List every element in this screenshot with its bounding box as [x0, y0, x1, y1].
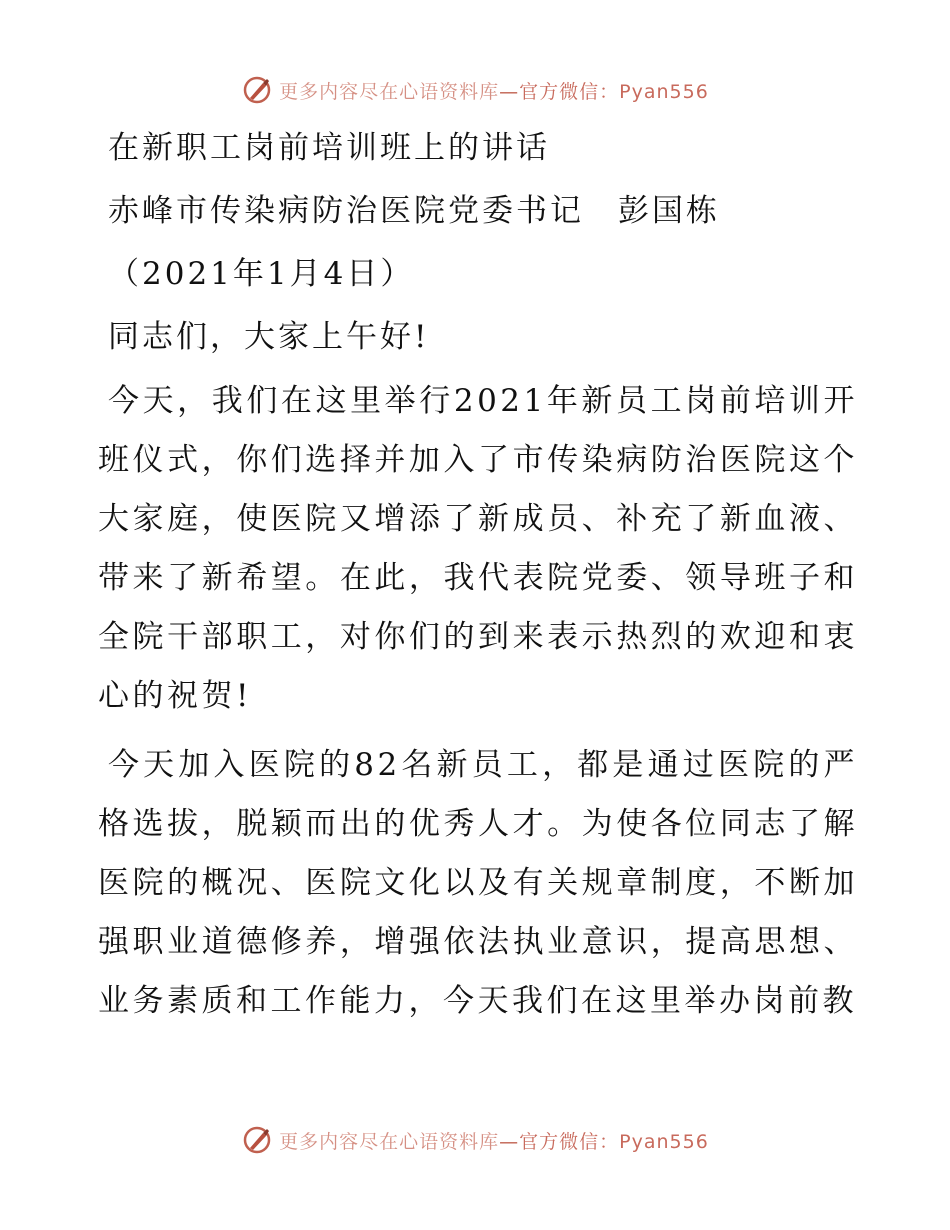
- document-body: [98, 120, 858, 1041]
- speech-date: （2021年1月4日）: [108, 256, 415, 292]
- speech-title: 在新职工岗前培训班上的讲话: [108, 130, 550, 166]
- paragraph: 今天，我们在这里举行2021年新员工岗前培训开班仪式，你们选择并加入了市传染病防治医院这个大家庭，使医院又增添了新成员、补充了新血液、带来了新希望。在此，我代表院党委、领导班子和全院干部职工，对你们的到来表示热烈的欢迎和衷心的祝贺!: [98, 383, 858, 714]
- pen-logo-icon: [241, 1124, 273, 1156]
- speaker-line: 赤峰市传染病防治医院党委书记 彭国栋: [108, 193, 720, 229]
- watermark-text: 更多内容尽在心语资料库—官方微信：Pyan556: [279, 80, 709, 103]
- greeting: 同志们，大家上午好!: [108, 319, 430, 355]
- footer-watermark: [0, 1120, 950, 1160]
- watermark-text: 更多内容尽在心语资料库—官方微信：Pyan556: [279, 1130, 709, 1153]
- paragraph: 今天加入医院的82名新员工，都是通过医院的严格选拔，脱颖而出的优秀人才。为使各位同志了解医院的概况、医院文化以及有关规章制度，不断加强职业道德修养，增强依法执业意识，提高思想、业务素质和工作能力，今天我们在这里举办岗前教: [98, 747, 858, 1019]
- header-watermark: [0, 70, 950, 110]
- pen-logo-icon: [241, 74, 273, 106]
